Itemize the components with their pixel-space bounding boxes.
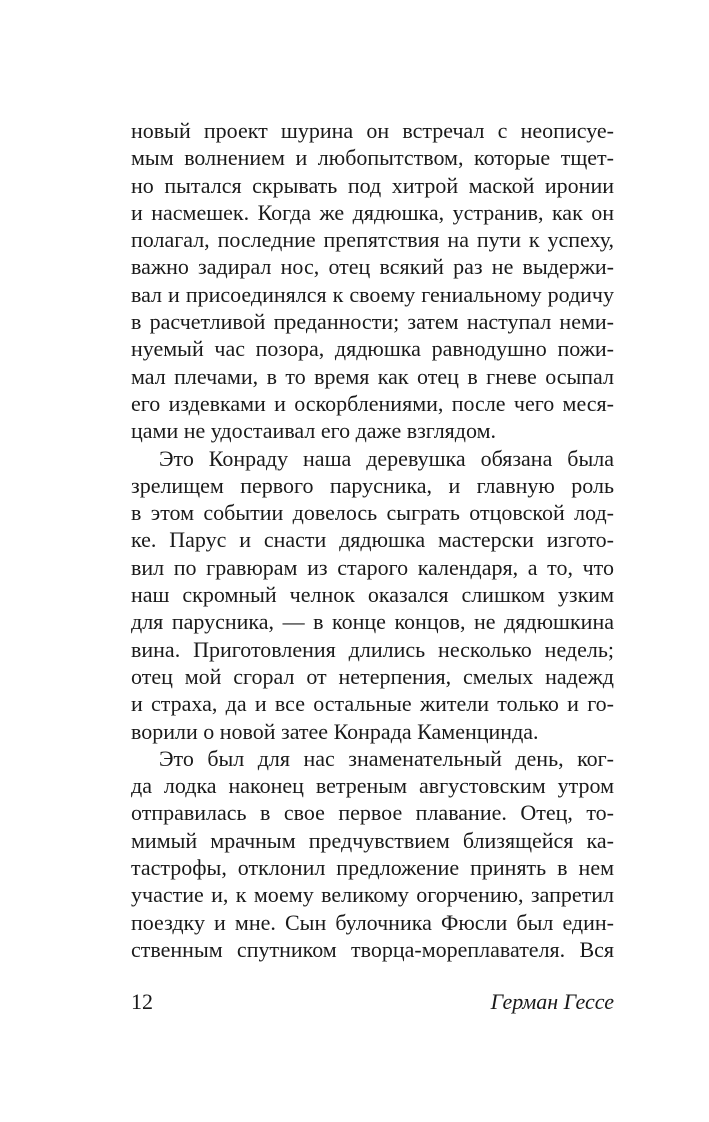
text-line: да лодка наконец ветреным августовским утром xyxy=(131,773,614,799)
paragraph xyxy=(131,445,614,745)
text-line: вил по гравюрам из старого календаря, а то, что xyxy=(131,554,614,580)
text-line: Это был для нас знаменательный день, ког- xyxy=(159,745,614,771)
text-line: и насмешек. Когда же дядюшка, устранив, как он xyxy=(131,199,614,225)
paragraph xyxy=(131,117,614,445)
text-line: вал и присоединялся к своему гениальному родичу xyxy=(131,281,614,307)
text-line: важно задирал нос, отец всякий раз не выдержи- xyxy=(131,254,614,280)
text-line: участие и, к моему великому огорчению, запретил xyxy=(131,882,614,908)
text-line: отец мой сгорал от нетерпения, смелых надежд xyxy=(131,663,614,689)
body-text xyxy=(131,117,614,963)
text-line: мимый мрачным предчувствием близящейся ка- xyxy=(131,827,614,853)
page-number: 12 xyxy=(131,989,153,1014)
text-line: вина. Приготовления длились несколько недель; xyxy=(131,636,614,662)
text-line: ственным спутником творца-мореплавателя. Вся xyxy=(131,936,614,962)
text-line: его издевками и оскорблениями, после чего меся- xyxy=(131,390,614,416)
running-head-author: Герман Гессе xyxy=(490,989,614,1014)
text-line: зрелищем первого парусника, и главную роль xyxy=(131,472,614,498)
text-line: отправилась в свое первое плавание. Отец, то- xyxy=(131,800,614,826)
text-line: мым волнением и любопытством, которые тщет- xyxy=(131,145,614,171)
text-line: нуемый час позора, дядюшка равнодушно пожи- xyxy=(131,336,614,362)
text-line: тастрофы, отклонил предложение принять в нем xyxy=(131,855,614,881)
text-line: цами не удостаивал его даже взглядом. xyxy=(131,418,496,444)
text-line: мал плечами, в то время как отец в гневе осыпал xyxy=(131,363,614,389)
text-line: новый проект шурина он встречал с неописуе- xyxy=(131,118,614,143)
text-line: и страха, да и все остальные жители только и го- xyxy=(131,691,614,717)
text-line: поездку и мне. Сын булочника Фюсли был един- xyxy=(131,909,614,935)
text-line: ке. Парус и снасти дядюшка мастерски изгото- xyxy=(131,527,614,553)
text-line: для парусника, — в конце концов, не дядюшкина xyxy=(131,609,614,635)
text-line: в этом событии довелось сыграть отцовской лод- xyxy=(131,500,614,526)
page-footer xyxy=(131,988,614,1016)
text-line: наш скромный челнок оказался слишком узким xyxy=(131,582,614,608)
text-line: Это Конраду наша деревушка обязана была xyxy=(159,445,614,471)
text-line: полагал, последние препятствия на пути к успеху, xyxy=(131,227,614,253)
paragraph xyxy=(131,745,614,963)
text-line: но пытался скрывать под хитрой маской иронии xyxy=(131,172,614,198)
text-line: в расчетливой преданности; затем наступал неми- xyxy=(131,309,614,335)
text-line: ворили о новой затее Конрада Каменцинда. xyxy=(131,718,539,744)
